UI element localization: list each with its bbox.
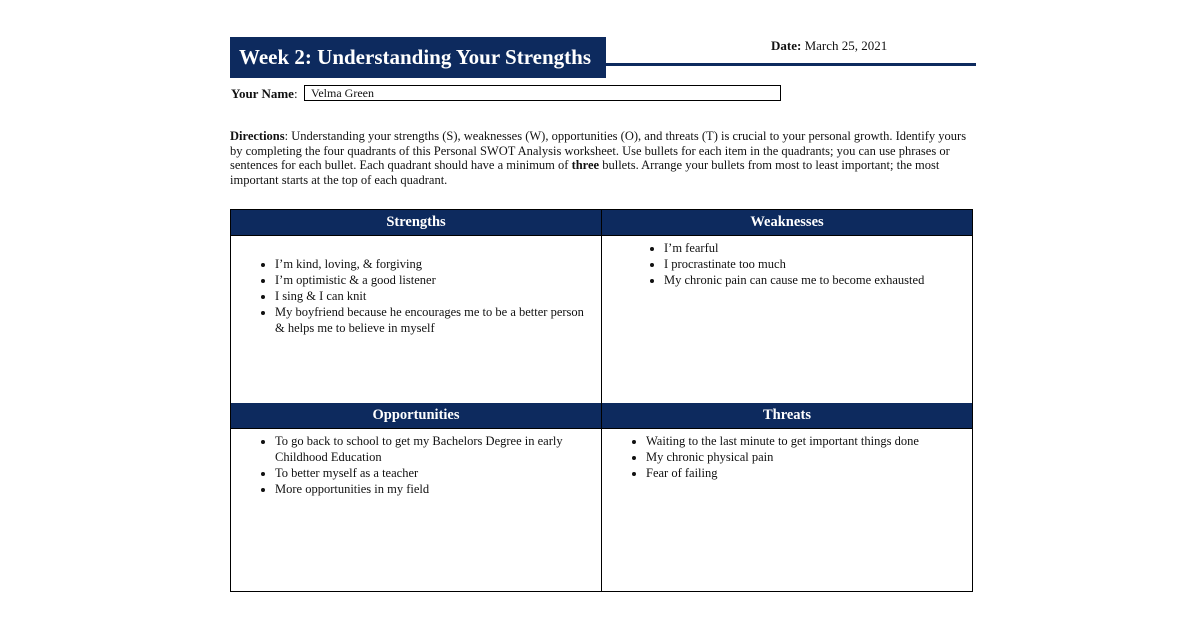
- list-item: • My chronic pain can cause me to become exhausted: [664, 272, 966, 288]
- date-value: March 25, 2021: [804, 38, 888, 53]
- list-item: • I sing & I can knit: [275, 288, 595, 304]
- name-field[interactable]: Velma Green: [304, 85, 781, 101]
- opportunities-list: [231, 429, 601, 497]
- date-line: [771, 38, 887, 54]
- weaknesses-list: [602, 236, 972, 288]
- list-item: • More opportunities in my field: [275, 481, 595, 497]
- list-item: • I’m fearful: [664, 240, 966, 256]
- list-item: • I procrastinate too much: [664, 256, 966, 272]
- threats-list: [602, 429, 972, 481]
- directions-paragraph: [230, 129, 975, 187]
- directions-text-2: bullets. Arrange your bullets from most to least important; the most important starts at the top of each quadrant.: [230, 158, 940, 187]
- list-item: • Fear of failing: [646, 465, 966, 481]
- threats-quadrant: [602, 403, 972, 591]
- swot-grid: [230, 209, 973, 592]
- directions-text-1: : Understanding your strengths (S), weaknesses (W), opportunities (O), and threats (T) is crucial to your personal growth. Identify yours by completing the four quadrants of this Personal SWOT Analysis worksheet. Use bullets for each item in the quadrants; you can use phrases or sentences for each bullet. Each quadrant should have a minimum of: [230, 129, 967, 172]
- strengths-quadrant: [231, 210, 602, 403]
- directions-label: Directions: [230, 129, 285, 143]
- opportunities-header: Opportunities: [231, 403, 601, 429]
- list-item: • To go back to school to get my Bachelors Degree in early Childhood Education: [275, 433, 595, 465]
- directions-emphasis: three: [571, 158, 600, 172]
- list-item: • To better myself as a teacher: [275, 465, 595, 481]
- opportunities-quadrant: [231, 403, 602, 591]
- weaknesses-header: Weaknesses: [602, 210, 972, 236]
- list-item: • I’m kind, loving, & forgiving: [275, 256, 595, 272]
- date-label: Date:: [771, 38, 802, 53]
- list-item: • Waiting to the last minute to get important things done: [646, 433, 966, 449]
- name-label: Your Name: [231, 86, 294, 101]
- list-item: • I’m optimistic & a good listener: [275, 272, 595, 288]
- strengths-header: Strengths: [231, 210, 601, 236]
- name-label-line: Your Name:: [231, 86, 298, 101]
- list-item: • My boyfriend because he encourages me to be a better person & helps me to believe in myself: [275, 304, 595, 336]
- list-item: • My chronic physical pain: [646, 449, 966, 465]
- page-title: Week 2: Understanding Your Strengths: [230, 37, 606, 78]
- strengths-list: [231, 236, 601, 336]
- weaknesses-quadrant: [602, 210, 972, 403]
- threats-header: Threats: [602, 403, 972, 429]
- title-rule: [606, 63, 976, 66]
